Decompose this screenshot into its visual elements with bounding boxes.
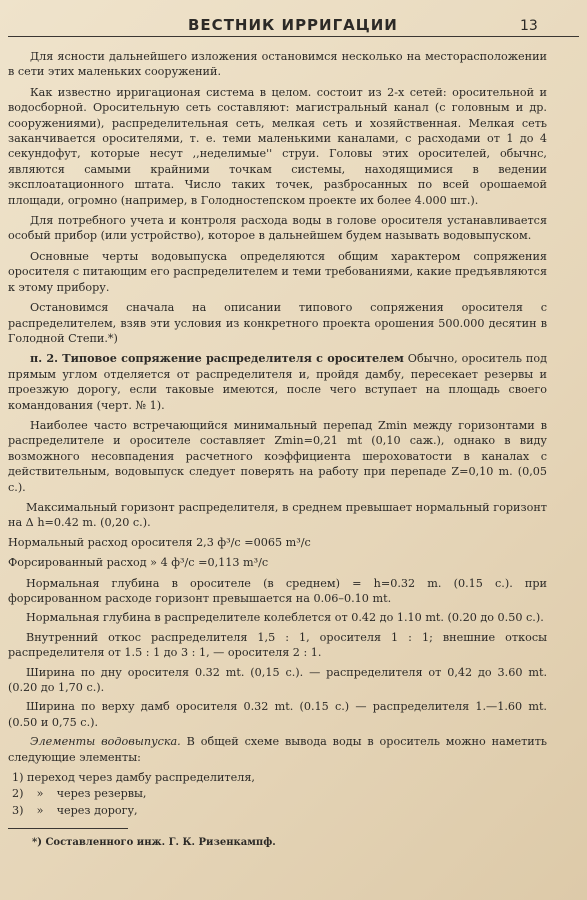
list-text: переход через дамбу распределителя,: [27, 771, 255, 785]
elements-text: В общей схеме вывода воды в ороситель можно наметить следующие элементы:: [8, 735, 547, 764]
spec-line: Внутренний откос распределителя 1,5 : 1, оросителя 1 : 1; внешние откосы распределителя от 1.5 : 1 до 3 : 1, — оросителя 2 : 1.: [8, 630, 547, 660]
spec-line: Форсированный расход » 4 ф³/с =0,113 m³/с: [8, 556, 269, 570]
list-item: [12, 770, 547, 785]
journal-title: ВЕСТНИК ИРРИГАЦИИ: [188, 16, 398, 34]
spec-line: Ширина по верху дамб оросителя 0.32 mt. (0.15 с.) — распределителя 1.—1.60 mt. (0.50 и 0,75 с.).: [8, 700, 547, 729]
paragraph: Основные черты водовыпуска определяются общим характером сопряжения оросителя с питающим его распределителем и теми требованиями, какие предъявляются к этому прибору.: [8, 249, 547, 294]
paragraph: Для потребного учета и контроля расхода воды в голове оросителя устанавливается особый прибор (или устройство), которое в дальнейшем будем называть водовыпуском.: [8, 214, 547, 243]
header-rule: [8, 36, 579, 37]
section-paragraph: [8, 351, 547, 413]
paragraph: Как известно ирригационая система в целом. состоит из 2-х сетей: оросительной и водосборной. Оросительную сеть составляют: магистральный канал (с головным и др. сооружениями), распределительная сеть, мелкая сеть и хозяйственная. Мелкая сеть заканчивается оросителями, т. е. теми маленькими каналами, с расходами от 1 до 4 секундофут, которые несут ,,неделимые'' струи. Головы этих оросителей, обычнс, являются самыми крайними точкам системы, находящимися в ведении эксплоатационного штата. Число таких точек, разбросанных по всей орошаемой площади, огромно (например, в Голодностепском проекте их более 4.000 шт.).: [8, 85, 547, 207]
page-number: 13: [520, 18, 538, 34]
list-marker: 2): [12, 787, 24, 801]
spec-line: Нормальная глубина в оросителе (в среднем) = h=0.32 m. (0.15 с.). при форсированном расходе горизонт превышается на 0.06–0.10 mt.: [8, 576, 547, 605]
running-header: [8, 14, 547, 36]
section-heading: п. 2. Типовое сопряжение распределителя с оросителем: [30, 351, 404, 366]
section-text: Обычно, ороситель под прямым углом отделяется от распределителя и, пройдя дамбу, пересекает резервы и проезжую дорогу, если таковые имеются, после чего вступает на площадь своего командования (черт. № 1).: [8, 352, 547, 412]
footnote-rule: [8, 828, 128, 829]
footnote: *) Составленного инж. Г. К. Ризенкампф.: [32, 837, 276, 849]
list-text: через дорогу,: [56, 803, 138, 817]
elements-paragraph: [8, 734, 547, 765]
list-marker: 3): [12, 803, 24, 817]
elements-list: [12, 770, 547, 818]
list-item: [12, 786, 547, 801]
paragraph: Наиболее часто встречающийся минимальный перепад Zmin между горизонтами в распределителе и оросителе составляет Zmin=0,21 mt (0,10 саж.), однако в виду возможного несовпадения расчетного коэффициента шероховатости в каналах с действительным, водовыпуск следует поверять на работу при перепаде Z=0,10 m. (0,05 с.).: [8, 418, 547, 494]
list-text: через резервы,: [56, 787, 147, 801]
ditto-mark: »: [36, 787, 44, 801]
spec-line: Нормальная глубина в распределителе колеблется от 0.42 до 1.10 mt. (0.20 до 0.50 с.).: [26, 611, 544, 625]
list-item: [12, 803, 547, 818]
ditto-mark: »: [36, 803, 44, 817]
spec-line: Нормальный расход оросителя 2,3 ф³/с =0065 m³/с: [8, 535, 311, 549]
elements-heading: Элементы водовыпуска.: [30, 735, 181, 749]
list-marker: 1): [12, 771, 24, 785]
spec-line: Максимальный горизонт распределителя, в среднем превышает нормальный горизонт на Δ h=0.42 m. (0,20 с.).: [8, 500, 547, 530]
paragraph: Для ясности дальнейшего изложения остановимся несколько на месторасположении в сети этих маленьких сооружений.: [8, 50, 547, 79]
article-body: [8, 49, 547, 851]
paragraph: Остановимся сначала на описании типового сопряжения оросителя с распределителем, взяв эти условия из конкретного проекта орошения 500.000 десятин в Голодной Степи.*): [8, 301, 547, 345]
spec-line: Ширина по дну оросителя 0.32 mt. (0,15 с.). — распределителя от 0,42 до 3.60 mt. (0.20 до 1,70 с.).: [8, 665, 547, 695]
